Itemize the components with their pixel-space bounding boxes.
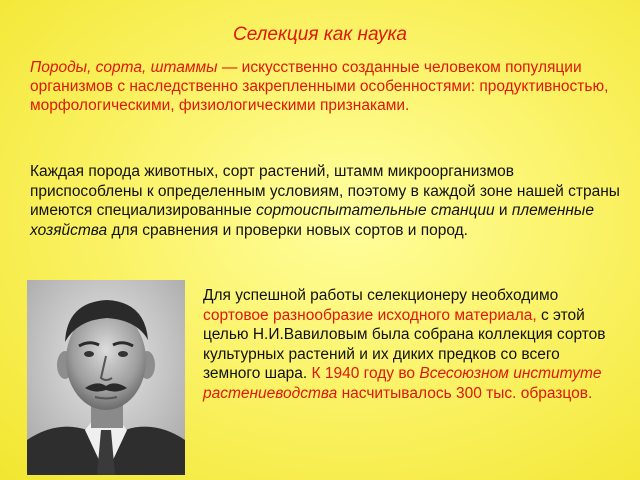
slide-title: Селекция как наука	[233, 24, 407, 45]
collection-text-1: Для успешной работы селекционеру необходимо	[203, 287, 559, 304]
portrait-illustration	[27, 280, 185, 475]
definition-dash: —	[217, 59, 242, 76]
stations-text-1: Каждая порода животных, сорт растений, штамм микроорганизмов приспособлены к определенным условиям, поэтому в каждой зоне нашей страны имеются специализированные	[30, 163, 620, 219]
stations-text-2: и	[494, 202, 512, 219]
definition-paragraph	[30, 58, 610, 115]
collection-red-2b: насчитывалось 300 тыс. образцов.	[337, 384, 593, 402]
collection-text-2: с этой целью Н.И.Вавиловым была собрана коллекция сортов культурных растений и их диких предков со всего земного шара.	[203, 306, 606, 382]
collection-red-italic: Всесоюзном институте растениеводства	[203, 365, 602, 402]
stations-text-3: для сравнения и проверки новых сортов и пород.	[107, 221, 468, 239]
collection-paragraph	[203, 286, 618, 403]
stations-paragraph	[30, 162, 620, 240]
portrait-photo	[27, 280, 185, 475]
collection-red-1: сортовое разнообразие исходного материала,	[203, 306, 537, 324]
stations-italic-2: племенные хозяйства	[30, 202, 594, 239]
definition-text: искусственно созданные человеком популяции организмов с наследственно закрепленными особенностями: продуктивностью, морфологическими, физиологическими признаками.	[30, 59, 609, 114]
stations-italic-1: сортоиспытательные станции	[256, 202, 495, 219]
collection-red-2a: К 1940 году во	[311, 365, 420, 382]
definition-term: Породы, сорта, штаммы	[30, 59, 218, 76]
